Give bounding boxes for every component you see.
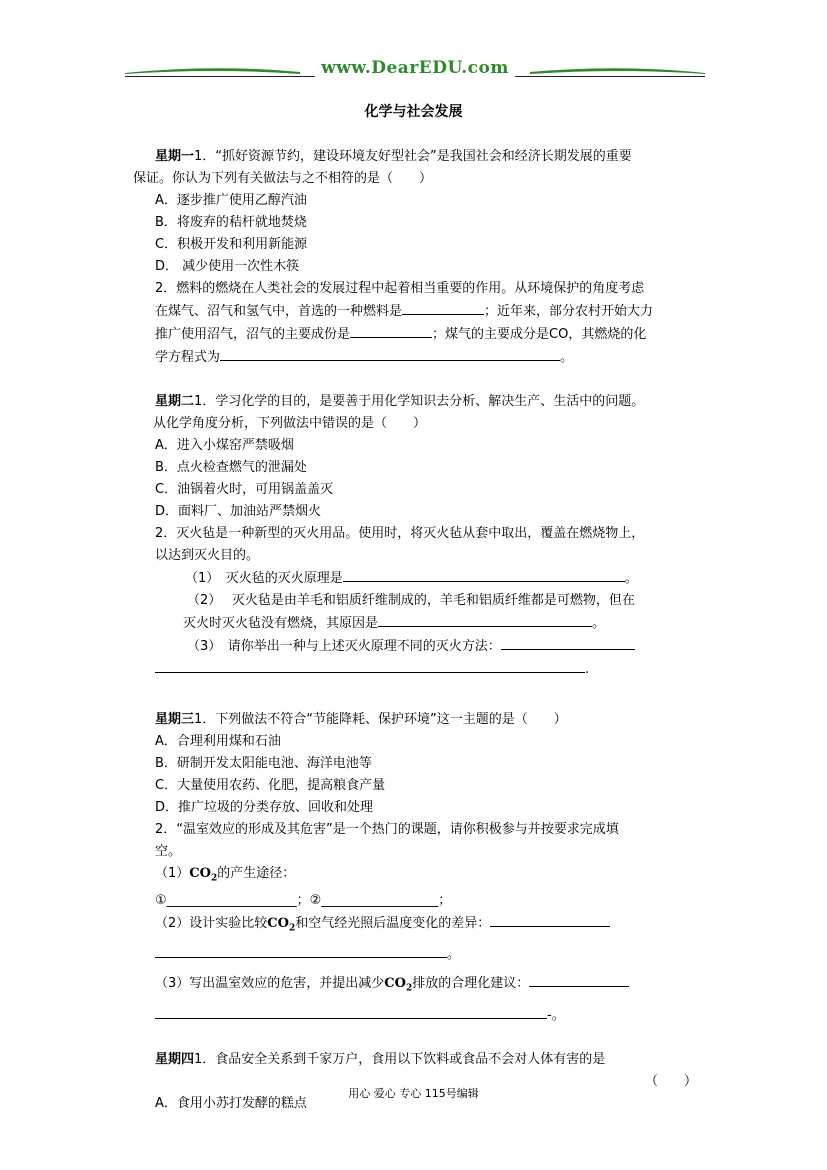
wednesday-q2-sub3-line: -。	[155, 1004, 707, 1027]
monday-q1-stem-cont: 保证。你认为下列有关做法与之不相符的是（ ）	[133, 171, 433, 186]
co2-formula: $CO_2$	[189, 866, 218, 884]
option-a: A．逐步推广使用乙醇汽油	[155, 193, 307, 208]
wednesday-q2-sub2: （2）设计实验比较$CO_2$和空气经光照后温度变化的差异：	[155, 912, 707, 940]
wednesday-q2-sub3: （3）写出温室效应的危害，并提出减少$CO_2$排放的合理化建议：	[155, 972, 707, 1000]
monday-q2-line4: 学方程式为 。	[155, 346, 707, 369]
thursday-q1-paren: （ ）	[644, 1073, 697, 1089]
option-c: C．油锅着火时，可用锅盖盖灭	[155, 482, 334, 497]
monday-q1-stem: 星期一1．“抓好资源节约，建设环境友好型社会”是我国社会和经济长期发展的重要	[155, 149, 632, 164]
tuesday-q2-sub3-line: .	[155, 658, 707, 681]
blank-suggestion-cont[interactable]	[155, 1004, 547, 1019]
option-d: D． 减少使用一次性木筷	[155, 259, 300, 274]
option-c: C．大量使用农药、化肥，提高粮食产量	[155, 778, 386, 793]
tuesday-q2-sub1: （1） 灭火毡的灭火原理是 。	[155, 567, 707, 590]
option-b: B．研制开发太阳能电池、海洋电池等	[155, 756, 372, 771]
option-d: D．推广垃圾的分类存放、回收和处理	[155, 800, 374, 815]
blank-experiment-cont[interactable]	[155, 943, 447, 958]
option-a: A．进入小煤窑严禁吸烟	[155, 438, 294, 453]
tuesday-q2-line2: 以达到灭火目的。	[155, 548, 260, 563]
option-a: A．食用小苏打发酵的糕点	[155, 1095, 307, 1111]
tuesday-q1-stem-cont: 从化学角度分析，下列做法中错误的是（ ）	[153, 416, 427, 431]
option-c: C．积极开发和利用新能源	[155, 237, 308, 252]
blank-equation[interactable]	[220, 346, 560, 361]
blank-reason[interactable]	[378, 612, 592, 627]
worksheet-content	[133, 146, 707, 1115]
wednesday-q1-stem: 星期三1．下列做法不符合“节能降耗、保护环境”这一主题的是（ ）	[155, 712, 567, 727]
tuesday-q1-stem: 星期二1．学习化学的目的，是要善于用化学知识去分析、解决生产、生活中的问题。	[155, 394, 645, 409]
monday-q2-line2: 在煤气、沼气和氢气中，首选的一种燃料是 ；近年来，部分农村开始大力	[155, 300, 707, 323]
option-d: D．面料厂、加油站严禁烟火	[155, 504, 322, 519]
tuesday-q2-line1: 2．灭火毡是一种新型的灭火用品。使用时，将灭火毡从套中取出，覆盖在燃烧物上，	[155, 526, 645, 541]
thursday-q1-stem: 星期四1．食品安全关系到千家万户，食用以下饮料或食品不会对人体有害的是	[155, 1051, 606, 1067]
wednesday-q2-sub2-line: 。	[155, 943, 707, 966]
option-b: B．将废弃的秸杆就地焚烧	[155, 215, 307, 230]
wednesday-q2-sub1-blanks[interactable]: ①____________________；②__________________；	[155, 892, 452, 908]
option-a: A．合理利用煤和石油	[155, 734, 281, 749]
wednesday-q2-sub1: $(1)CO_2$的产生途径：	[155, 866, 296, 884]
tuesday-q2-sub2-cont: 灭火时灭火毡没有燃烧，其原因是 。	[155, 612, 707, 635]
option-b: B．点火检查燃气的泄漏处	[155, 460, 307, 475]
co2-formula: $CO_2$	[267, 915, 296, 934]
blank-method[interactable]	[501, 635, 635, 650]
blank-experiment[interactable]	[490, 912, 610, 927]
tuesday-q2-sub2: （2） 灭火毡是由羊毛和铝质纤维制成的，羊毛和铝质纤维都是可燃物，但在	[187, 593, 635, 608]
wednesday-q2-line2: 空。	[155, 844, 182, 859]
blank-fuel[interactable]	[402, 300, 484, 315]
blank-biogas[interactable]	[350, 323, 432, 338]
tuesday-q2-sub3: （3） 请你举出一种与上述灭火原理不同的灭火方法：	[155, 635, 707, 658]
co2-formula: $CO_2$	[384, 976, 413, 994]
blank-method-cont[interactable]	[155, 658, 585, 673]
wednesday-q2-line1: 2．“温室效应的形成及其危害”是一个热门的课题，请你积极参与并按要求完成填	[155, 822, 619, 837]
blank-principle[interactable]	[343, 567, 625, 582]
page-footer: 用心 爱心 专心 115号编辑	[348, 1087, 479, 1100]
page-header	[125, 58, 705, 82]
site-brand: www.DearEDU.com	[125, 58, 705, 78]
blank-suggestion[interactable]	[529, 972, 629, 987]
monday-q2-line1: 2．燃料的燃烧在人类社会的发展过程中起着相当重要的作用。从环境保护的角度考虑	[155, 281, 645, 296]
page-title: 化学与社会发展	[364, 104, 463, 120]
monday-q2-line3: 推广使用沼气，沼气的主要成份是 ；煤气的主要成分是CO，其燃烧的化	[155, 323, 707, 346]
